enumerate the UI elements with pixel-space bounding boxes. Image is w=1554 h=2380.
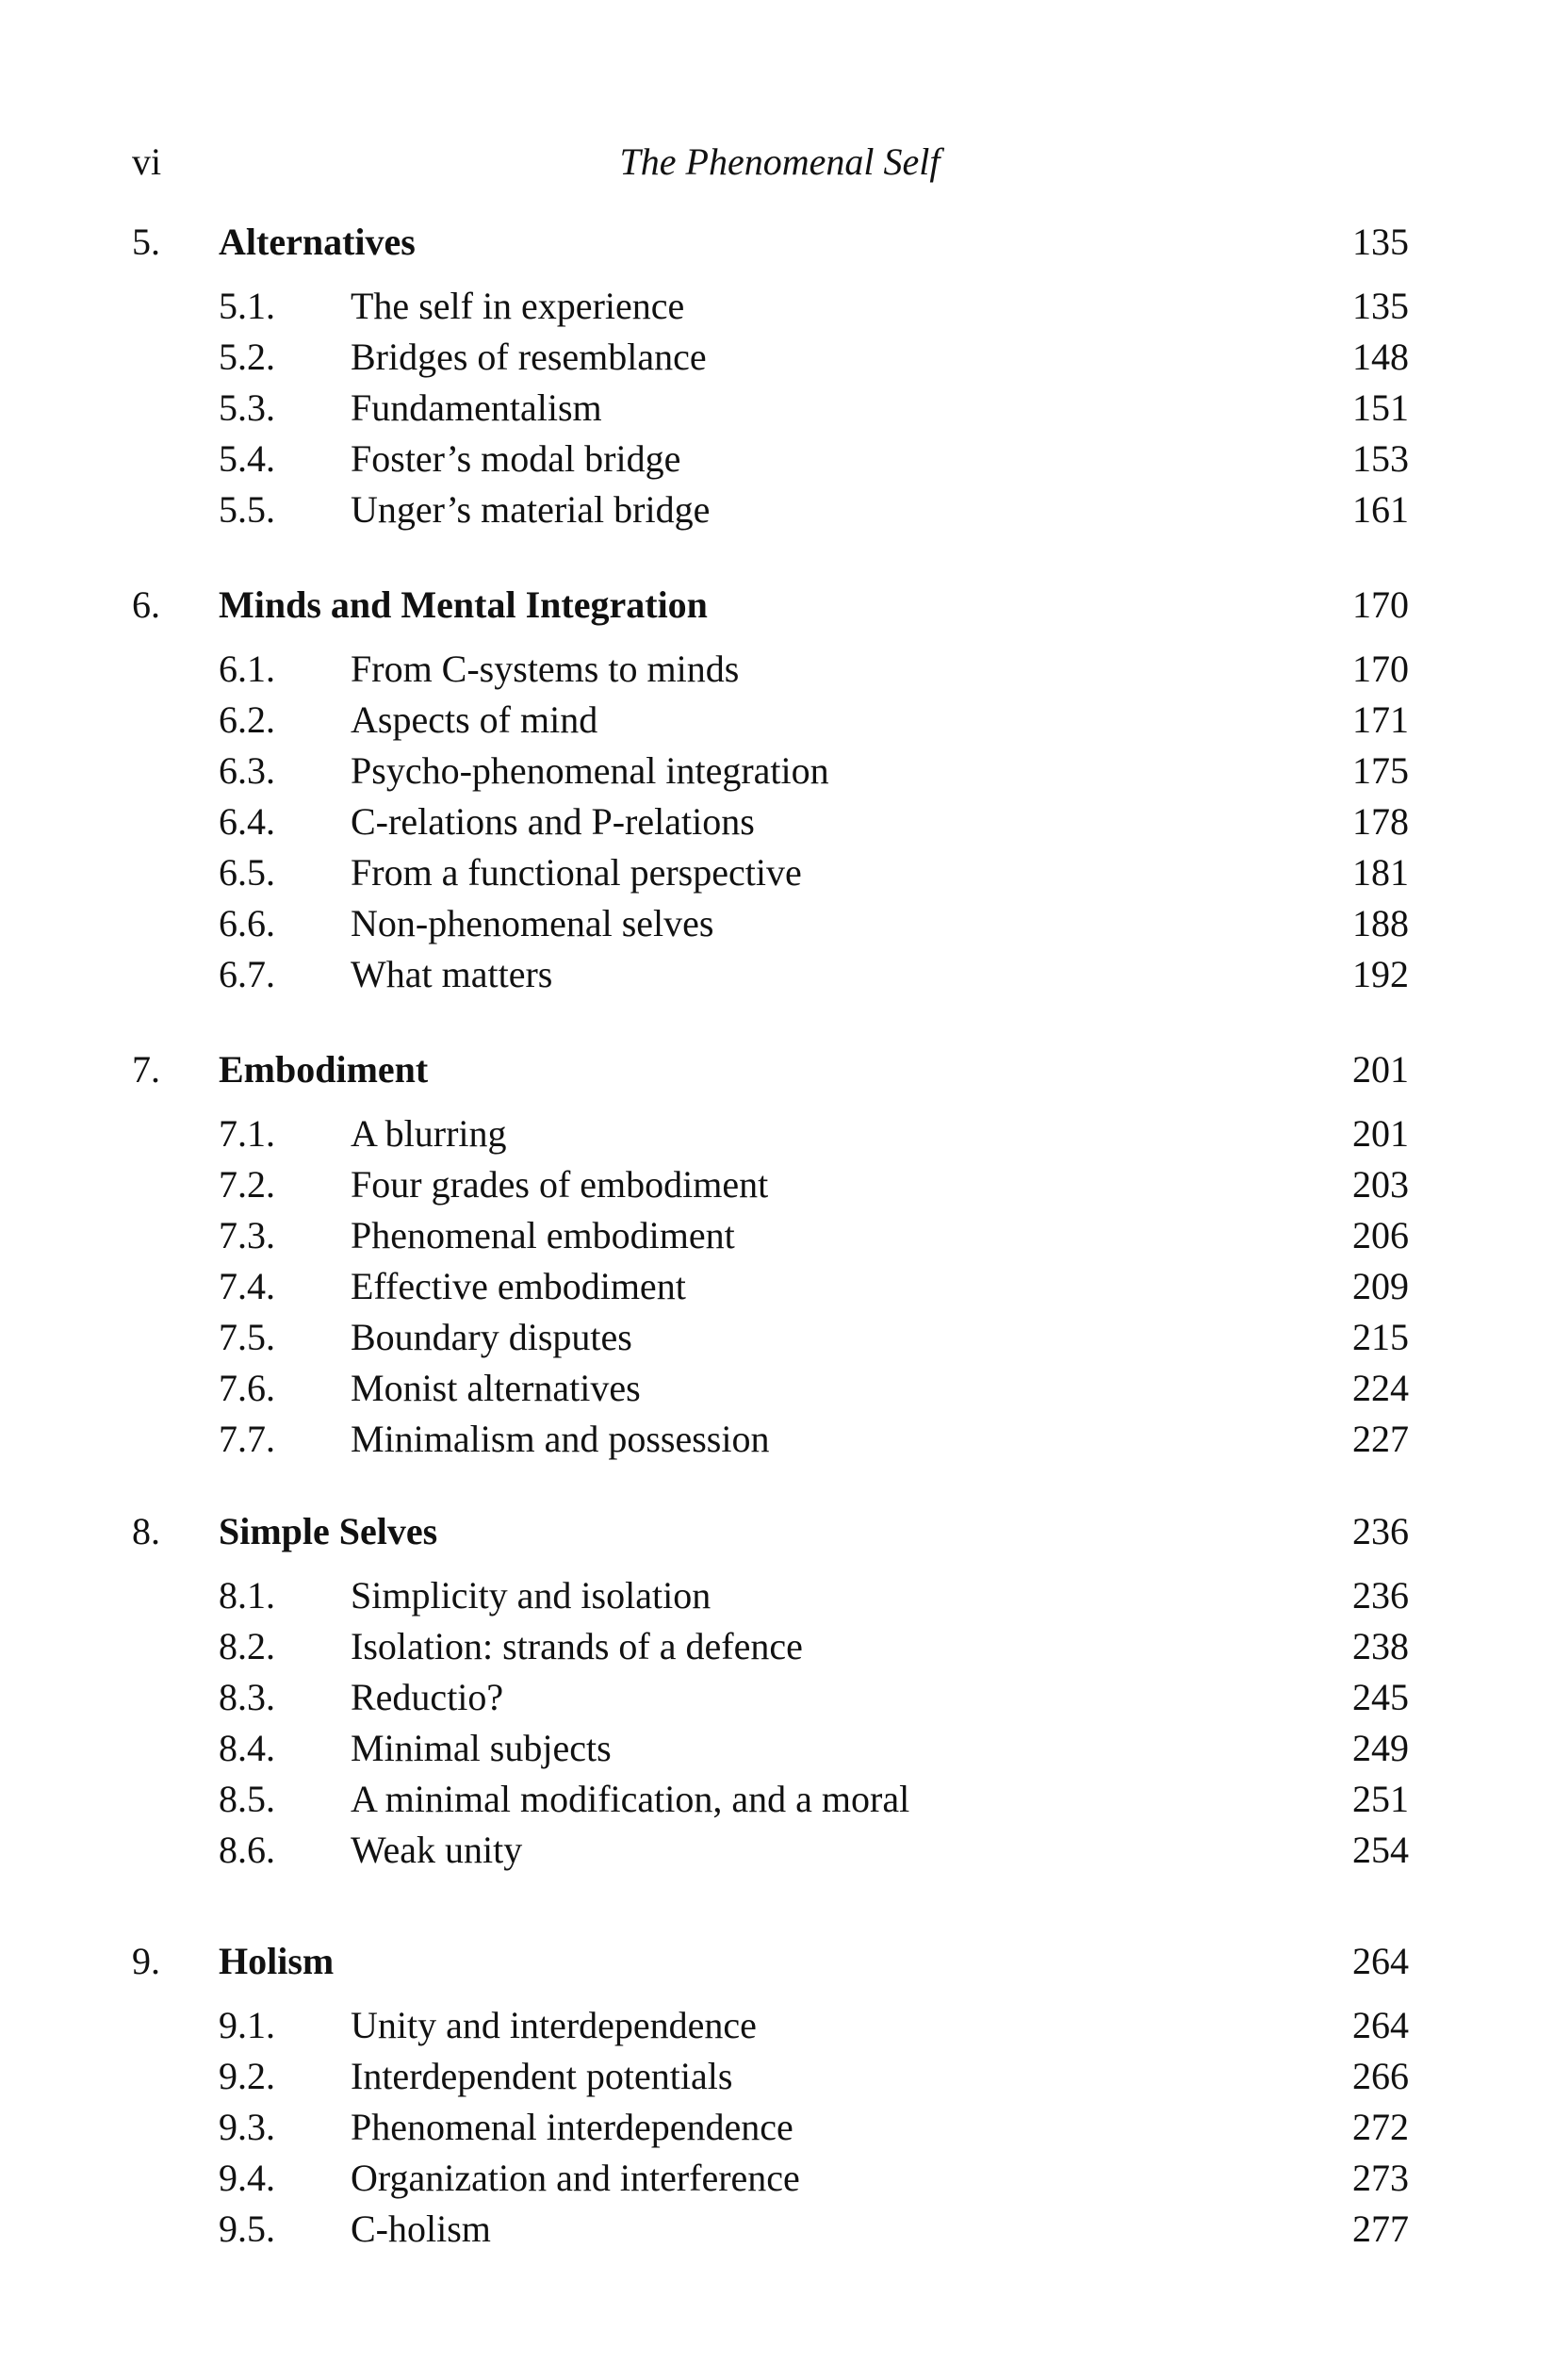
toc-section-row bbox=[0, 1159, 1554, 1210]
chapter-number: 5. bbox=[132, 221, 160, 263]
section-title: Boundary disputes bbox=[351, 1316, 632, 1358]
section-title: Interdependent potentials bbox=[351, 2055, 733, 2097]
section-title: Isolation: strands of a defence bbox=[351, 1625, 803, 1667]
toc-section-row bbox=[0, 1774, 1554, 1825]
toc-section-row bbox=[0, 1312, 1554, 1363]
section-number: 6.7. bbox=[219, 953, 275, 995]
section-title: From a functional perspective bbox=[351, 851, 802, 894]
toc-section-row bbox=[0, 644, 1554, 695]
toc-chapter-row bbox=[0, 1506, 1554, 1557]
section-title: Four grades of embodiment bbox=[351, 1163, 769, 1206]
section-page-number: 249 bbox=[1352, 1727, 1409, 1769]
section-page-number: 148 bbox=[1352, 336, 1409, 378]
section-page-number: 170 bbox=[1352, 648, 1409, 690]
toc-section-row bbox=[0, 2000, 1554, 2051]
section-title: Effective embodiment bbox=[351, 1265, 686, 1307]
toc-section-row bbox=[0, 949, 1554, 1000]
toc-section-row bbox=[0, 1108, 1554, 1159]
toc-section-row bbox=[0, 383, 1554, 434]
section-number: 6.6. bbox=[219, 902, 275, 944]
toc-section-row bbox=[0, 796, 1554, 847]
chapter-number: 9. bbox=[132, 1940, 160, 1982]
section-number: 5.5. bbox=[219, 488, 275, 531]
section-title: What matters bbox=[351, 953, 553, 995]
section-title: Minimal subjects bbox=[351, 1727, 612, 1769]
section-page-number: 251 bbox=[1352, 1778, 1409, 1820]
section-page-number: 273 bbox=[1352, 2157, 1409, 2199]
section-number: 7.5. bbox=[219, 1316, 275, 1358]
chapter-number: 6. bbox=[132, 583, 160, 626]
section-title: Phenomenal interdependence bbox=[351, 2106, 793, 2148]
toc-section-row bbox=[0, 1570, 1554, 1621]
section-title: The self in experience bbox=[351, 285, 685, 327]
toc-section-row bbox=[0, 2102, 1554, 2153]
section-page-number: 175 bbox=[1352, 749, 1409, 792]
section-number: 8.3. bbox=[219, 1676, 275, 1718]
section-number: 7.6. bbox=[219, 1367, 275, 1409]
chapter-page-number: 264 bbox=[1352, 1940, 1409, 1982]
toc-chapter-row bbox=[0, 1044, 1554, 1095]
toc-chapter-row bbox=[0, 1936, 1554, 1987]
toc-section-row bbox=[0, 1414, 1554, 1465]
section-number: 8.6. bbox=[219, 1829, 275, 1871]
section-page-number: 264 bbox=[1352, 2004, 1409, 2046]
section-title: Organization and interference bbox=[351, 2157, 800, 2199]
chapter-title: Minds and Mental Integration bbox=[219, 583, 708, 626]
section-title: Reductio? bbox=[351, 1676, 504, 1718]
toc-section-row bbox=[0, 746, 1554, 796]
section-number: 7.1. bbox=[219, 1112, 275, 1155]
toc-section-row bbox=[0, 898, 1554, 949]
section-number: 5.1. bbox=[219, 285, 275, 327]
toc-section-row bbox=[0, 1210, 1554, 1261]
section-page-number: 135 bbox=[1352, 285, 1409, 327]
section-title: Weak unity bbox=[351, 1829, 523, 1871]
section-number: 7.3. bbox=[219, 1214, 275, 1256]
section-page-number: 153 bbox=[1352, 437, 1409, 480]
section-page-number: 277 bbox=[1352, 2208, 1409, 2250]
section-page-number: 254 bbox=[1352, 1829, 1409, 1871]
toc-section-row bbox=[0, 1363, 1554, 1414]
section-page-number: 151 bbox=[1352, 386, 1409, 429]
toc-section-row bbox=[0, 1261, 1554, 1312]
section-number: 9.3. bbox=[219, 2106, 275, 2148]
chapter-number: 7. bbox=[132, 1048, 160, 1091]
section-title: Aspects of mind bbox=[351, 698, 598, 741]
section-title: Unger’s material bridge bbox=[351, 488, 711, 531]
chapter-title: Embodiment bbox=[219, 1048, 429, 1091]
section-page-number: 245 bbox=[1352, 1676, 1409, 1718]
section-number: 8.4. bbox=[219, 1727, 275, 1769]
toc-section-row bbox=[0, 1723, 1554, 1774]
section-page-number: 206 bbox=[1352, 1214, 1409, 1256]
section-page-number: 272 bbox=[1352, 2106, 1409, 2148]
section-page-number: 215 bbox=[1352, 1316, 1409, 1358]
section-number: 8.5. bbox=[219, 1778, 275, 1820]
section-number: 9.2. bbox=[219, 2055, 275, 2097]
section-page-number: 266 bbox=[1352, 2055, 1409, 2097]
toc-section-row bbox=[0, 1825, 1554, 1876]
section-number: 5.2. bbox=[219, 336, 275, 378]
section-title: A minimal modification, and a moral bbox=[351, 1778, 910, 1820]
toc-section-row bbox=[0, 2204, 1554, 2255]
section-title: C-relations and P-relations bbox=[351, 800, 755, 843]
page-folio: vi bbox=[132, 140, 162, 183]
toc-section-row bbox=[0, 281, 1554, 332]
toc-section-row bbox=[0, 484, 1554, 535]
section-number: 9.4. bbox=[219, 2157, 275, 2199]
section-number: 9.1. bbox=[219, 2004, 275, 2046]
section-page-number: 236 bbox=[1352, 1574, 1409, 1617]
section-title: Non-phenomenal selves bbox=[351, 902, 714, 944]
section-page-number: 227 bbox=[1352, 1418, 1409, 1460]
section-page-number: 178 bbox=[1352, 800, 1409, 843]
toc-section-row bbox=[0, 2051, 1554, 2102]
section-title: Monist alternatives bbox=[351, 1367, 641, 1409]
chapter-page-number: 170 bbox=[1352, 583, 1409, 626]
section-title: Minimalism and possession bbox=[351, 1418, 770, 1460]
chapter-title: Alternatives bbox=[219, 221, 416, 263]
section-page-number: 161 bbox=[1352, 488, 1409, 531]
toc-section-row bbox=[0, 1621, 1554, 1672]
toc-section-row bbox=[0, 695, 1554, 746]
section-number: 9.5. bbox=[219, 2208, 275, 2250]
section-number: 6.3. bbox=[219, 749, 275, 792]
section-page-number: 188 bbox=[1352, 902, 1409, 944]
section-title: Fundamentalism bbox=[351, 386, 602, 429]
chapter-title: Simple Selves bbox=[219, 1510, 438, 1552]
section-page-number: 209 bbox=[1352, 1265, 1409, 1307]
section-page-number: 192 bbox=[1352, 953, 1409, 995]
section-title: Unity and interdependence bbox=[351, 2004, 757, 2046]
section-number: 7.2. bbox=[219, 1163, 275, 1206]
section-title: From C-systems to minds bbox=[351, 648, 740, 690]
section-number: 8.1. bbox=[219, 1574, 275, 1617]
section-number: 5.4. bbox=[219, 437, 275, 480]
section-number: 6.5. bbox=[219, 851, 275, 894]
section-title: Foster’s modal bridge bbox=[351, 437, 681, 480]
section-title: C-holism bbox=[351, 2208, 491, 2250]
toc-section-row bbox=[0, 1672, 1554, 1723]
section-page-number: 181 bbox=[1352, 851, 1409, 894]
toc-section-row bbox=[0, 847, 1554, 898]
running-title: The Phenomenal Self bbox=[619, 140, 941, 183]
section-title: Simplicity and isolation bbox=[351, 1574, 712, 1617]
chapter-page-number: 236 bbox=[1352, 1510, 1409, 1552]
section-title: Bridges of resemblance bbox=[351, 336, 707, 378]
chapter-title: Holism bbox=[219, 1940, 335, 1982]
section-title: Psycho-phenomenal integration bbox=[351, 749, 829, 792]
chapter-page-number: 135 bbox=[1352, 221, 1409, 263]
toc-chapter-row bbox=[0, 217, 1554, 268]
section-page-number: 224 bbox=[1352, 1367, 1409, 1409]
section-page-number: 203 bbox=[1352, 1163, 1409, 1206]
section-title: A blurring bbox=[351, 1112, 507, 1155]
section-page-number: 171 bbox=[1352, 698, 1409, 741]
toc-section-row bbox=[0, 434, 1554, 484]
section-number: 6.4. bbox=[219, 800, 275, 843]
section-page-number: 201 bbox=[1352, 1112, 1409, 1155]
chapter-number: 8. bbox=[132, 1510, 160, 1552]
toc-chapter-row bbox=[0, 580, 1554, 631]
section-title: Phenomenal embodiment bbox=[351, 1214, 735, 1256]
toc-section-row bbox=[0, 2153, 1554, 2204]
section-number: 5.3. bbox=[219, 386, 275, 429]
section-number: 7.4. bbox=[219, 1265, 275, 1307]
section-number: 7.7. bbox=[219, 1418, 275, 1460]
section-number: 6.1. bbox=[219, 648, 275, 690]
chapter-page-number: 201 bbox=[1352, 1048, 1409, 1091]
section-page-number: 238 bbox=[1352, 1625, 1409, 1667]
section-number: 8.2. bbox=[219, 1625, 275, 1667]
toc-section-row bbox=[0, 332, 1554, 383]
section-number: 6.2. bbox=[219, 698, 275, 741]
